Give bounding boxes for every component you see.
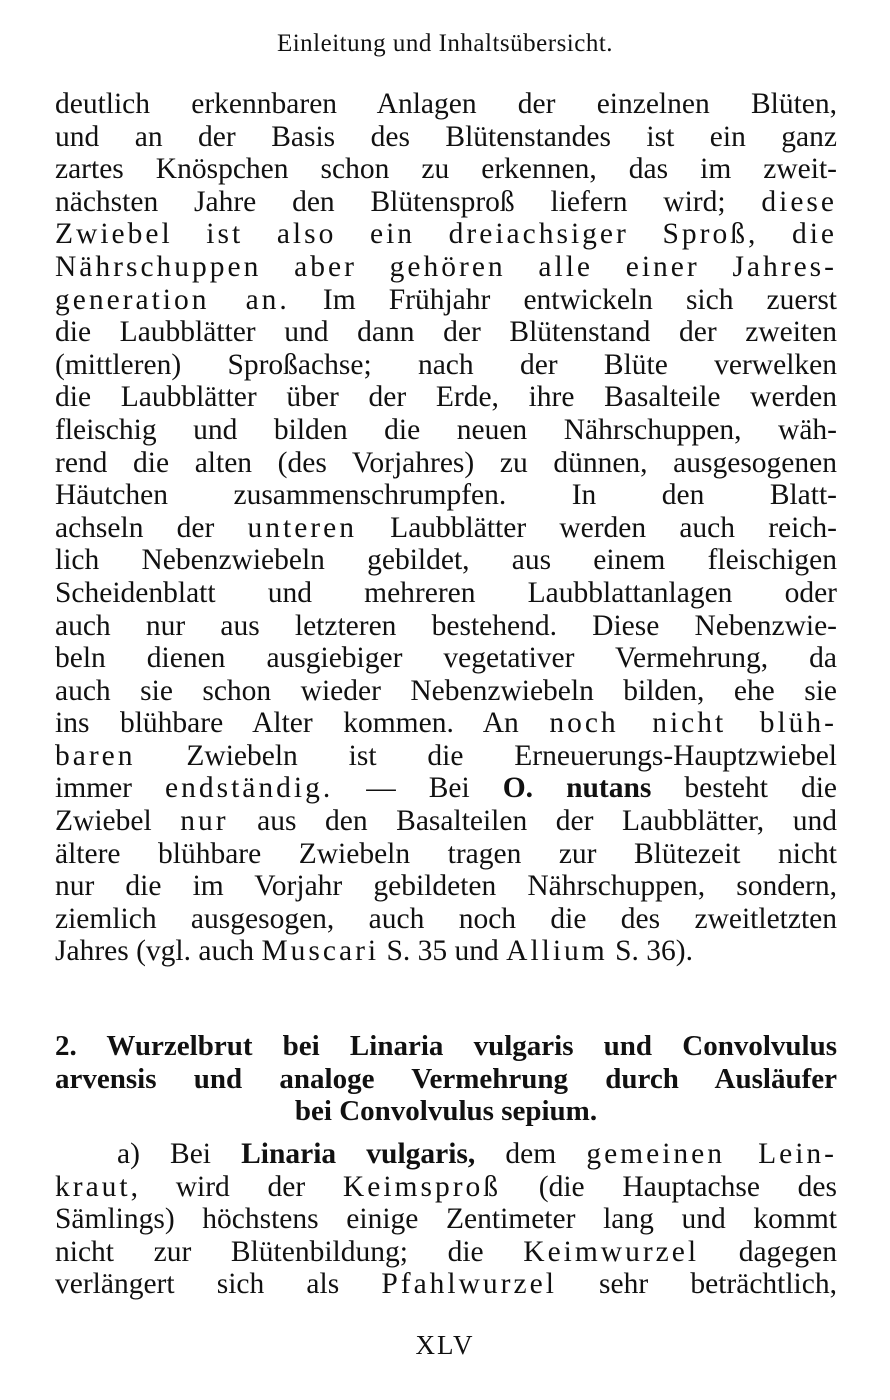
text-line: deutlich erkennbaren Anlagen der einzelnen Blüten, (55, 88, 837, 120)
text-line: beln dienen ausgiebiger vegetativer Vermehrung, da (55, 642, 837, 675)
text-line: Scheidenblatt und mehreren Laubblattanlagen oder (55, 576, 837, 609)
text-line: nächsten Jahre den Blütensproß liefern wird; diese (55, 185, 837, 218)
running-head: Einleitung und Inhaltsübersicht. (276, 30, 614, 57)
text-line: Häutchen zusammenschrumpfen. In den Blatt- (55, 479, 837, 512)
text-line: ziemlich ausgesogen, auch noch die des zweitletzten (55, 902, 837, 935)
text-line: lich Nebenzwiebeln gebildet, aus einem fleischigen (55, 544, 837, 577)
text-line: immer endständig. — Bei O. nutans besteht die (55, 772, 837, 805)
text-line: a) Bei Linaria vulgaris, dem gemeinen Lein- (117, 1138, 837, 1170)
text-line: nur die im Vorjahr gebildeten Nährschuppen, sondern, (55, 870, 837, 903)
text-line: Zwiebel nur aus den Basalteilen der Laubblätter, und (55, 805, 837, 838)
text-line: verlängert sich als Pfahlwurzel sehr beträchtlich, (55, 1268, 837, 1301)
text-line: Nährschuppen aber gehören alle einer Jahres- (55, 250, 837, 283)
text-line: auch nur aus letzteren bestehend. Diese Nebenzwie- (55, 609, 837, 642)
text-line: achseln der unteren Laubblätter werden auch reich- (55, 511, 837, 544)
text-line: kraut, wird der Keimsproß (die Hauptachse des (55, 1170, 837, 1203)
text-line: die Laubblätter und dann der Blütenstand der zweiten (55, 316, 837, 349)
heading-line: bei Convolvulus sepium. (294, 1095, 598, 1128)
text-line: die Laubblätter über der Erde, ihre Basalteile werden (55, 381, 837, 414)
text-line: und an der Basis des Blütenstandes ist ein ganz (55, 120, 837, 153)
text-line: ältere blühbare Zwiebeln tragen zur Blütezeit nicht (55, 837, 837, 870)
text-line: zartes Knöspchen schon zu erkennen, das im zweit- (55, 153, 837, 186)
text-line: fleischig und bilden die neuen Nährschuppen, wäh- (55, 413, 837, 446)
heading-line: arvensis und analoge Vermehrung durch Ausläufer (55, 1062, 837, 1095)
text-line: generation an. Im Frühjahr entwickeln sich zuerst (55, 283, 837, 316)
body-text-2 (55, 1138, 837, 1301)
heading-line: 2. Wurzelbrut bei Linaria vulgaris und Convolvulus (55, 1030, 837, 1062)
text-line: baren Zwiebeln ist die Erneuerungs-Hauptzwiebel (55, 739, 837, 772)
text-line: Zwiebel ist also ein dreiachsiger Sproß, die (55, 218, 837, 251)
text-line: ins blühbare Alter kommen. An noch nicht blüh- (55, 707, 837, 740)
text-line: Sämlings) höchstens einige Zentimeter lang und kommt (55, 1203, 837, 1236)
text-line: rend die alten (des Vorjahres) zu dünnen, ausgesogenen (55, 446, 837, 479)
text-line: nicht zur Blütenbildung; die Keimwurzel dagegen (55, 1235, 837, 1268)
page-number: XLV (415, 1330, 475, 1360)
body-text (55, 88, 837, 968)
text-line: (mittleren) Sproßachse; nach der Blüte verwelken (55, 348, 837, 381)
text-line: Jahres (vgl. auch Muscari S. 35 und Allium S. 36). (55, 935, 693, 968)
section-heading (55, 1030, 837, 1128)
text-line: auch sie schon wieder Nebenzwiebeln bilden, ehe sie (55, 674, 837, 707)
